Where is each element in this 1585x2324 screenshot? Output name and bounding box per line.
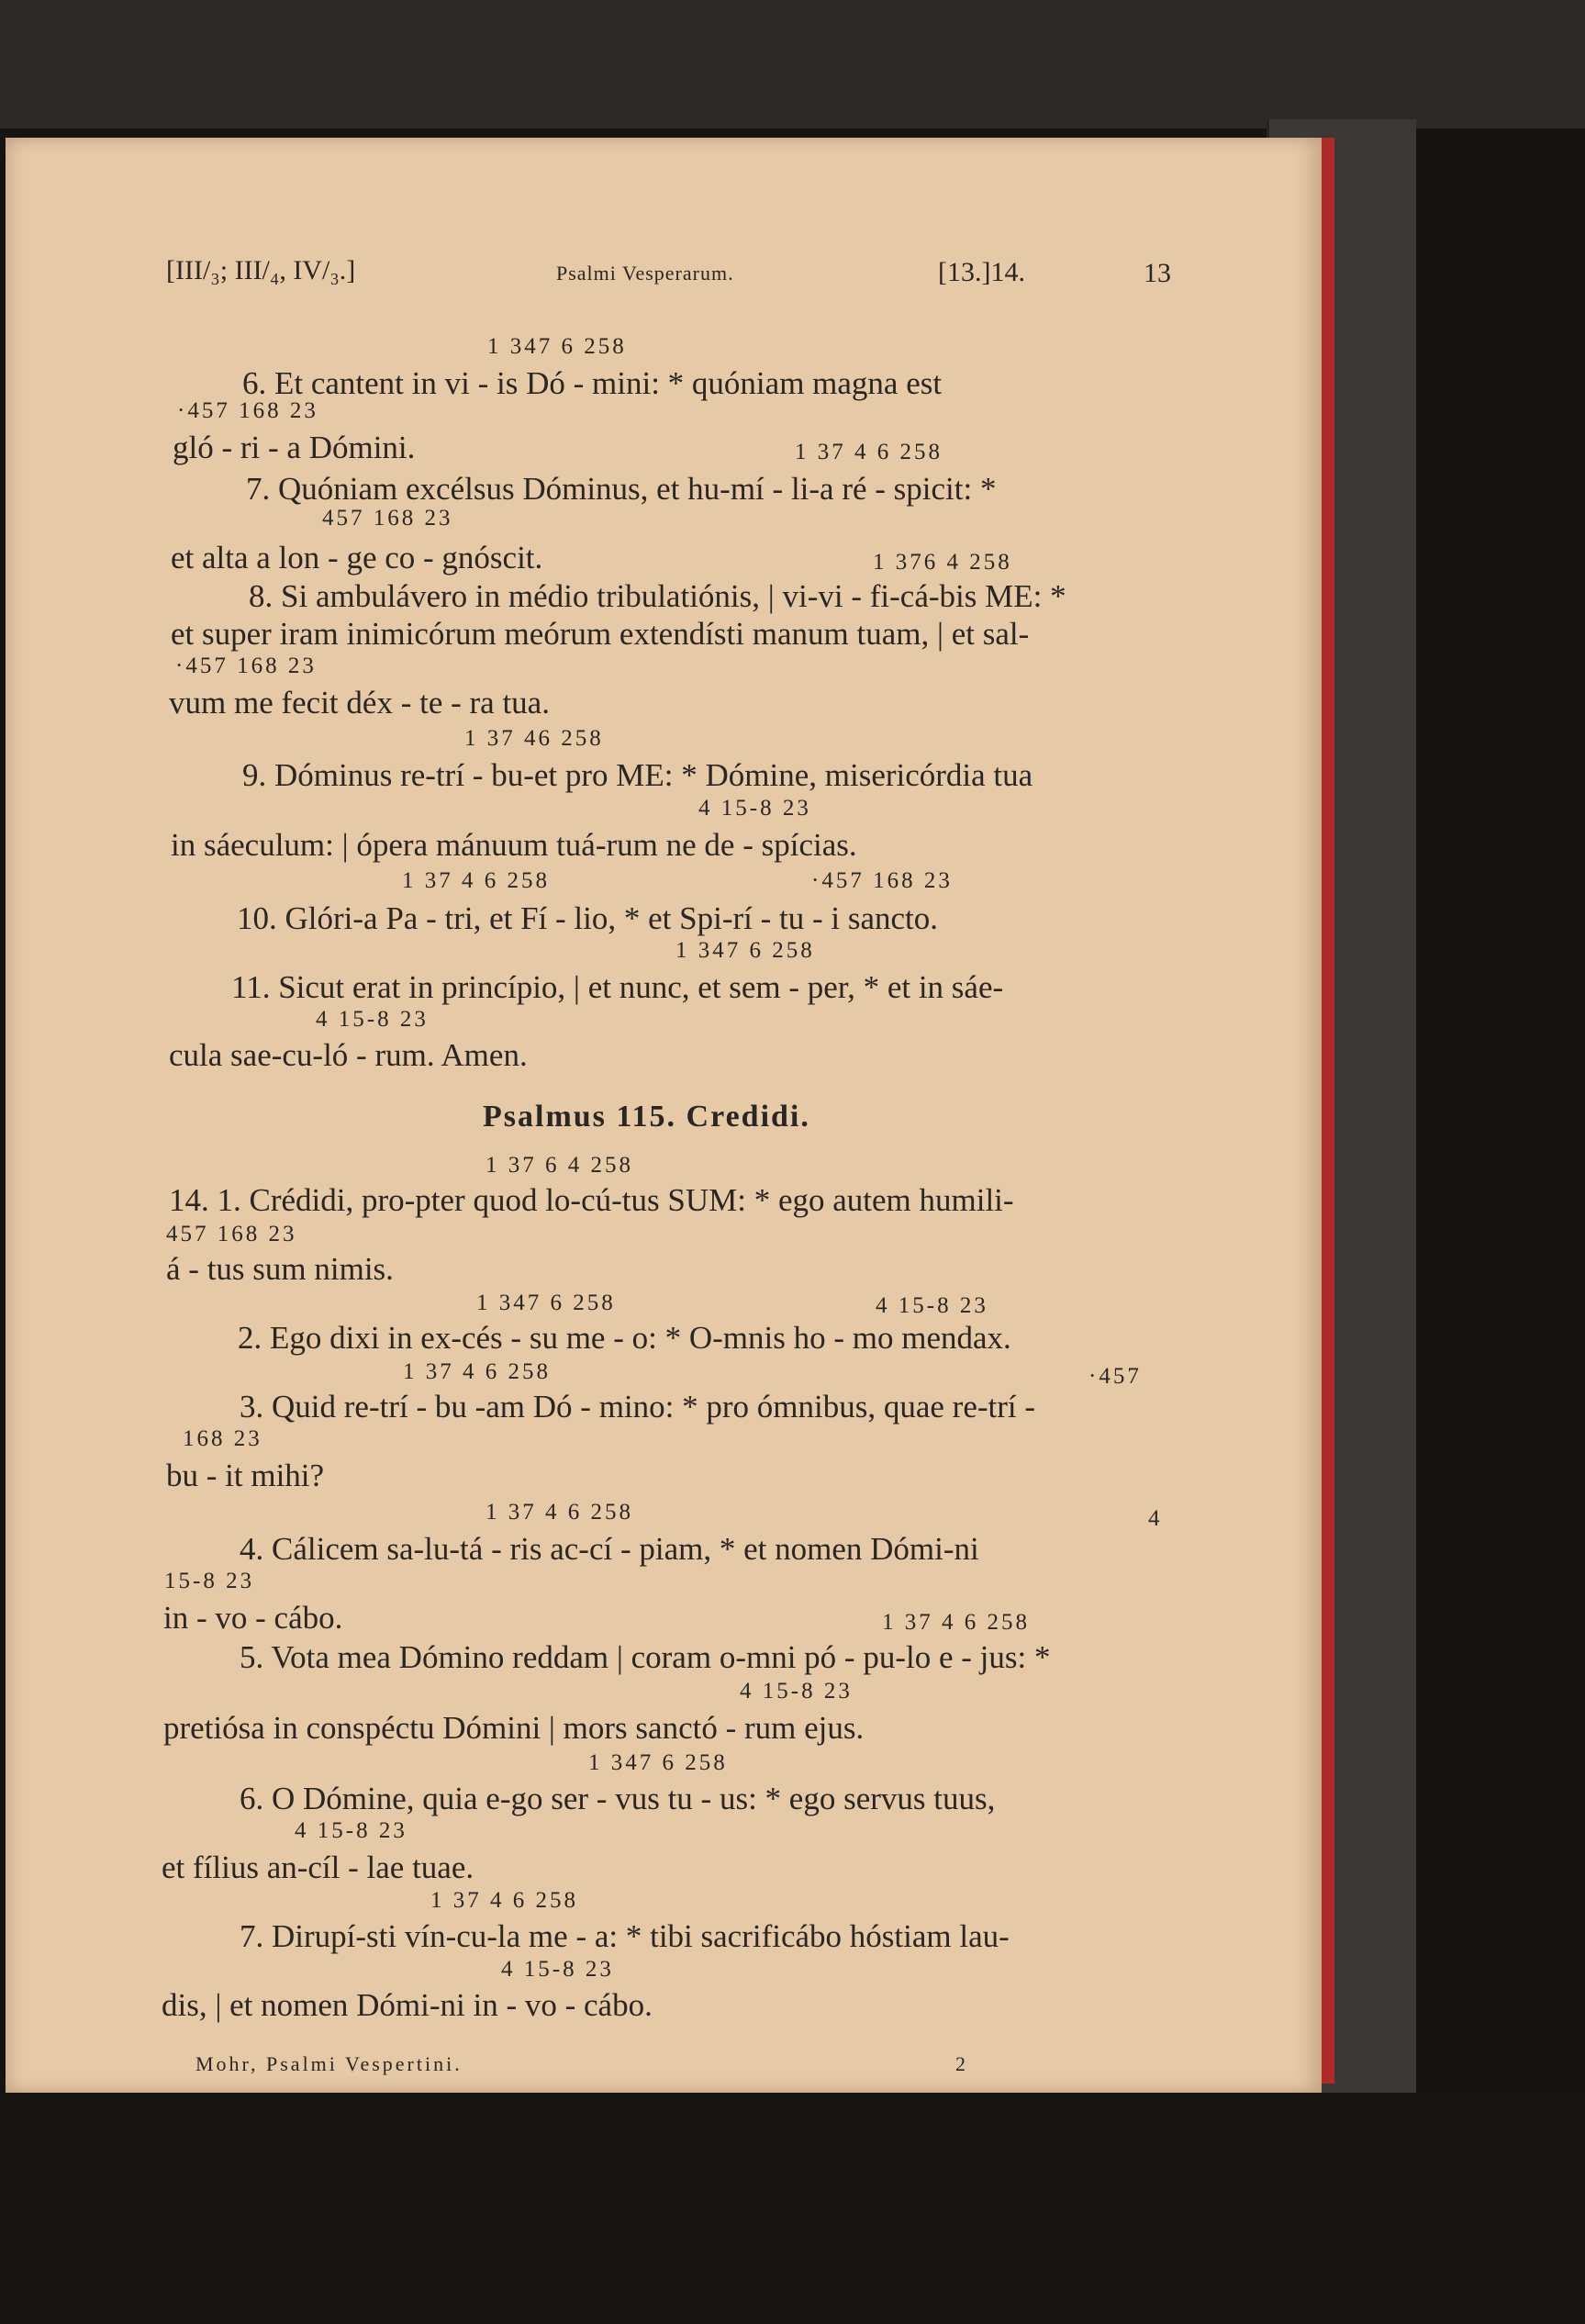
text-line: 7. Quóniam excélsus Dóminus, et hu-mí - li-a ré - spicit: *: [246, 471, 997, 507]
numbers-line: 1 37 4 6 258: [402, 868, 550, 893]
numbers-line: ·457: [1088, 1364, 1142, 1389]
text-line: et super iram inimicórum meórum extendísti manum tuam, | et sal-: [171, 616, 1030, 652]
text-line: 11. Sicut erat in princípio, | et nunc, et sem - per, * et in sáe-: [231, 969, 1004, 1005]
text-line: 3. Quid re-trí - bu -am Dó - mino: * pro ómnibus, quae re-trí -: [240, 1389, 1036, 1425]
numbers-line: 4: [1148, 1506, 1163, 1531]
numbers-line: 4 15-8 23: [698, 796, 811, 821]
numbers-line: 4 15-8 23: [501, 1957, 614, 1982]
numbers-line: 1 37 4 6 258: [795, 440, 943, 464]
numbers-line: 1 376 4 258: [873, 550, 1012, 575]
numbers-line: ·457 168 23: [177, 398, 318, 423]
header-title: Psalmi Vesperarum.: [556, 262, 734, 285]
text-line: 9. Dóminus re-trí - bu-et pro ME: * Dómine, misericórdia tua: [242, 757, 1033, 793]
numbers-line: ·457 168 23: [811, 868, 953, 893]
numbers-line: 1 347 6 258: [476, 1290, 616, 1315]
text-line: cula sae-cu-ló - rum. Amen.: [169, 1037, 528, 1073]
text-line: bu - it mihi?: [166, 1458, 325, 1493]
header-left: [III/₃; III/₄, IV/₃.]: [166, 255, 356, 285]
numbers-line: 1 37 6 4 258: [486, 1153, 633, 1178]
text-line: 14. 1. Crédidi, pro-pter quod lo-cú-tus SUM: * ego autem humili-: [169, 1182, 1014, 1218]
numbers-line: 15-8 23: [164, 1569, 255, 1593]
numbers-line: 1 347 6 258: [487, 334, 627, 359]
numbers-line: 4 15-8 23: [316, 1007, 429, 1032]
numbers-line: ·457 168 23: [175, 654, 317, 678]
text-line: 6. O Dómine, quia e-go ser - vus tu - us: * ego servus tuus,: [240, 1781, 996, 1816]
text-line: 8. Si ambuláverо in médio tribulatiónis, | vi-vi - fi-cá-bis ME: *: [249, 578, 1066, 614]
text-line: 10. Glóri-a Pa - tri, et Fí - lio, * et Spi-rí - tu - i sancto.: [237, 900, 939, 936]
text-line: gló - ri - a Dómini.: [173, 430, 416, 465]
background-top: [0, 0, 1585, 128]
text-line: pretiósa in conspéctu Dómini | mors sanctó - rum ejus.: [163, 1710, 865, 1746]
text-line: 5. Vota mea Dómino reddam | coram o-mni pó - pu-lo e - jus: *: [240, 1639, 1051, 1675]
footer-left: Mohr, Psalmi Vespertini.: [195, 2052, 463, 2075]
psalm-title: Psalmus 115. Credidi.: [483, 1100, 810, 1134]
book-page: [6, 138, 1322, 2093]
header-ref: [13.]14.: [938, 257, 1025, 287]
book-cover-red-edge: [1322, 138, 1334, 2084]
numbers-line: 4 15-8 23: [740, 1679, 853, 1704]
signature-mark: 2: [955, 2052, 968, 2075]
numbers-line: 1 37 4 6 258: [882, 1610, 1030, 1635]
text-line: in - vo - cábo.: [163, 1600, 343, 1636]
page-number: 13: [1144, 258, 1171, 288]
numbers-line: 1 37 4 6 258: [486, 1500, 633, 1525]
text-line: á - tus sum nimis.: [166, 1251, 394, 1287]
numbers-line: 4 15-8 23: [295, 1818, 407, 1843]
numbers-line: 1 347 6 258: [675, 938, 815, 963]
text-line: et fílius an-cíl - lae tuae.: [162, 1849, 474, 1885]
text-line: 7. Dirupí-sti vín-cu-la me - a: * tibi sacrificábo hóstiam lau-: [240, 1918, 1010, 1954]
numbers-line: 168 23: [183, 1426, 262, 1451]
text-line: vum me fecit déx - te - ra tua.: [169, 685, 550, 721]
numbers-line: 4 15-8 23: [876, 1293, 988, 1318]
text-line: 6. Et cantent in vi - is Dó - mini: * quóniam magna est: [242, 365, 943, 401]
numbers-line: 457 168 23: [322, 506, 453, 531]
numbers-line: 1 37 46 258: [464, 726, 604, 751]
numbers-line: 1 37 4 6 258: [403, 1359, 551, 1384]
text-line: 2. Ego dixi in ex-cés - su me - o: * O-mnis ho - mo mendax.: [238, 1320, 1011, 1356]
text-line: 4. Cálicem sa-lu-tá - ris ac-cí - piam, * et nomen Dómi-ni: [240, 1531, 979, 1567]
text-line: dis, | et nomen Dómi-ni in - vo - cábo.: [162, 1987, 653, 2023]
text-line: in sáeculum: | ópera mánuum tuá-rum ne de - spícias.: [171, 827, 857, 863]
background-bottom: [0, 2093, 1585, 2324]
numbers-line: 1 347 6 258: [588, 1750, 728, 1775]
numbers-line: 457 168 23: [166, 1222, 297, 1246]
numbers-line: 1 37 4 6 258: [430, 1888, 578, 1913]
text-line: et alta a lon - ge co - gnóscit.: [171, 540, 543, 575]
